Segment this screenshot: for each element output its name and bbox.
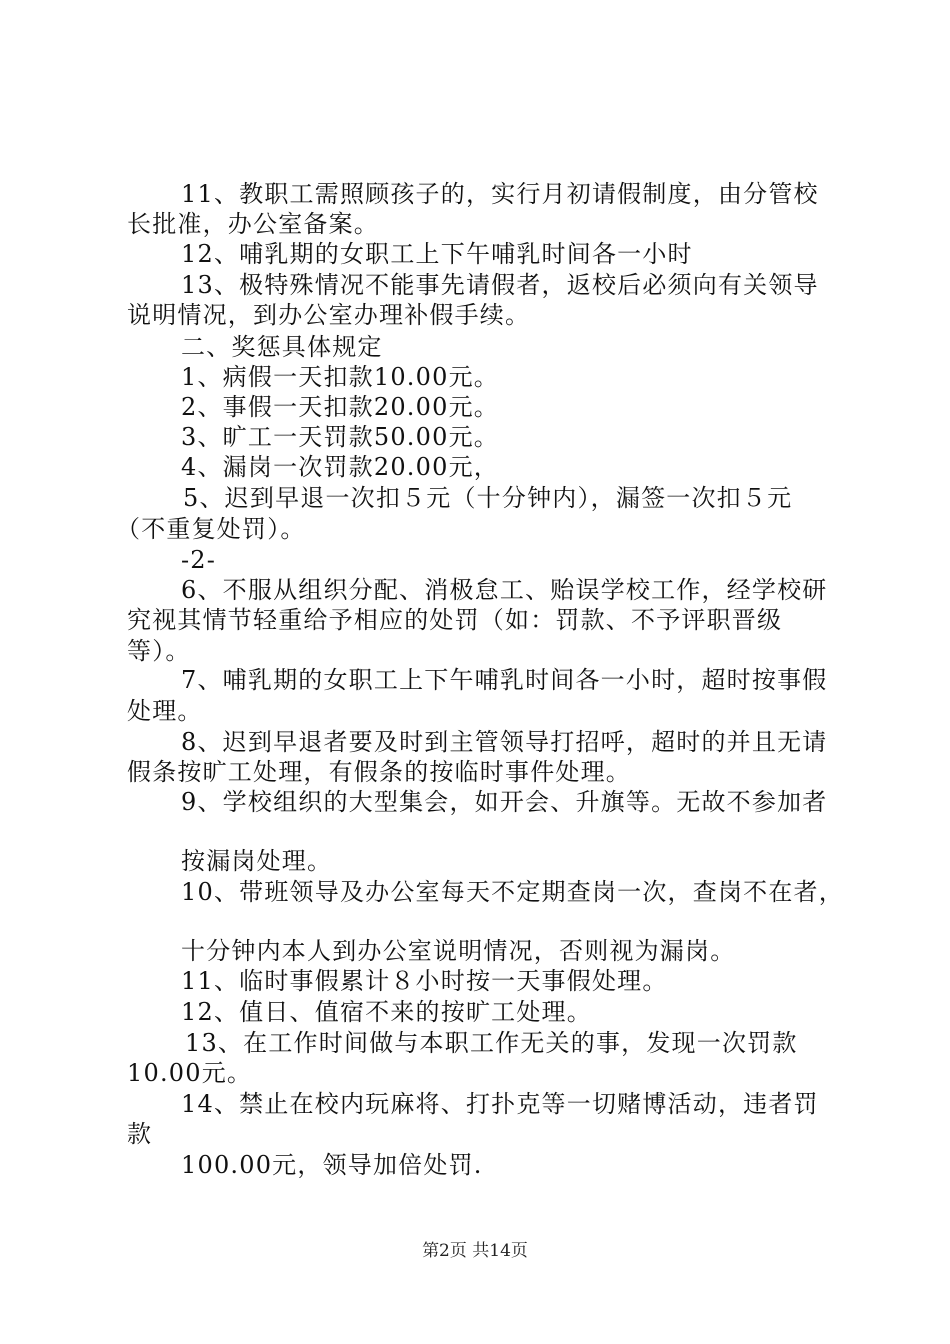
text-line-15: 究视其情节轻重给予相应的处罚（如：罚款、不予评职晋级 <box>127 606 783 634</box>
text-line-9: 3、旷工一天罚款50.00元。 <box>181 423 499 451</box>
text-line-8: 2、事假一天扣款20.00元。 <box>181 393 499 421</box>
text-line-11: 5、迟到早退一次扣５元（十分钟内），漏签一次扣５元 <box>183 484 793 512</box>
text-line-4: 13、极特殊情况不能事先请假者，返校后必须向有关领导 <box>181 271 819 299</box>
text-line-20: 假条按旷工处理，有假条的按临时事件处理。 <box>127 758 631 786</box>
text-line-28: 10.00元。 <box>127 1059 253 1087</box>
text-line-7: 1、病假一天扣款10.00元。 <box>181 363 499 391</box>
text-line-14: 6、不服从组织分配、消极怠工、贻误学校工作，经学校研 <box>181 576 828 604</box>
text-line-19: 8、迟到早退者要及时到主管领导打招呼，超时的并且无请 <box>181 728 828 756</box>
page-marker: -2- <box>181 546 217 574</box>
text-line-26: 12、值日、值宿不来的按旷工处理。 <box>181 998 592 1026</box>
text-line-17: 7、哺乳期的女职工上下午哺乳时间各一小时，超时按事假 <box>181 666 828 694</box>
text-line-1: 11、教职工需照顾孩子的，实行月初请假制度，由分管校 <box>181 180 819 208</box>
text-line-3: 12、哺乳期的女职工上下午哺乳时间各一小时 <box>181 240 693 268</box>
text-line-18: 处理。 <box>127 697 203 725</box>
text-line-10: 4、漏岗一次罚款20.00元， <box>181 453 499 481</box>
text-line-25: 11、临时事假累计８小时按一天事假处理。 <box>181 967 668 995</box>
text-line-2: 长批准，办公室备案。 <box>127 210 379 238</box>
text-line-31: 100.00元，领导加倍处罚. <box>181 1151 483 1179</box>
text-line-23: 10、带班领导及办公室每天不定期查岗一次，查岗不在者， <box>181 878 844 906</box>
text-line-22: 按漏岗处理。 <box>181 847 333 875</box>
text-line-12: （不重复处罚）。 <box>116 515 306 543</box>
text-line-5: 说明情况，到办公室办理补假手续。 <box>127 301 531 329</box>
text-line-29: 14、禁止在校内玩麻将、打扑克等一切赌博活动，违者罚 <box>181 1090 819 1118</box>
page-indicator: 第2页 共14页 <box>422 1241 528 1261</box>
text-line-30: 款 <box>127 1120 153 1148</box>
text-line-24: 十分钟内本人到办公室说明情况，否则视为漏岗。 <box>181 937 736 965</box>
text-line-16: 等）。 <box>127 637 191 665</box>
text-line-21: 9、学校组织的大型集会，如开会、升旗等。无故不参加者 <box>181 788 828 816</box>
text-line-27: 13、在工作时间做与本职工作无关的事，发现一次罚款 <box>185 1029 798 1057</box>
page-footer <box>0 1240 950 1262</box>
section-heading: 二、奖惩具体规定 <box>181 333 383 361</box>
